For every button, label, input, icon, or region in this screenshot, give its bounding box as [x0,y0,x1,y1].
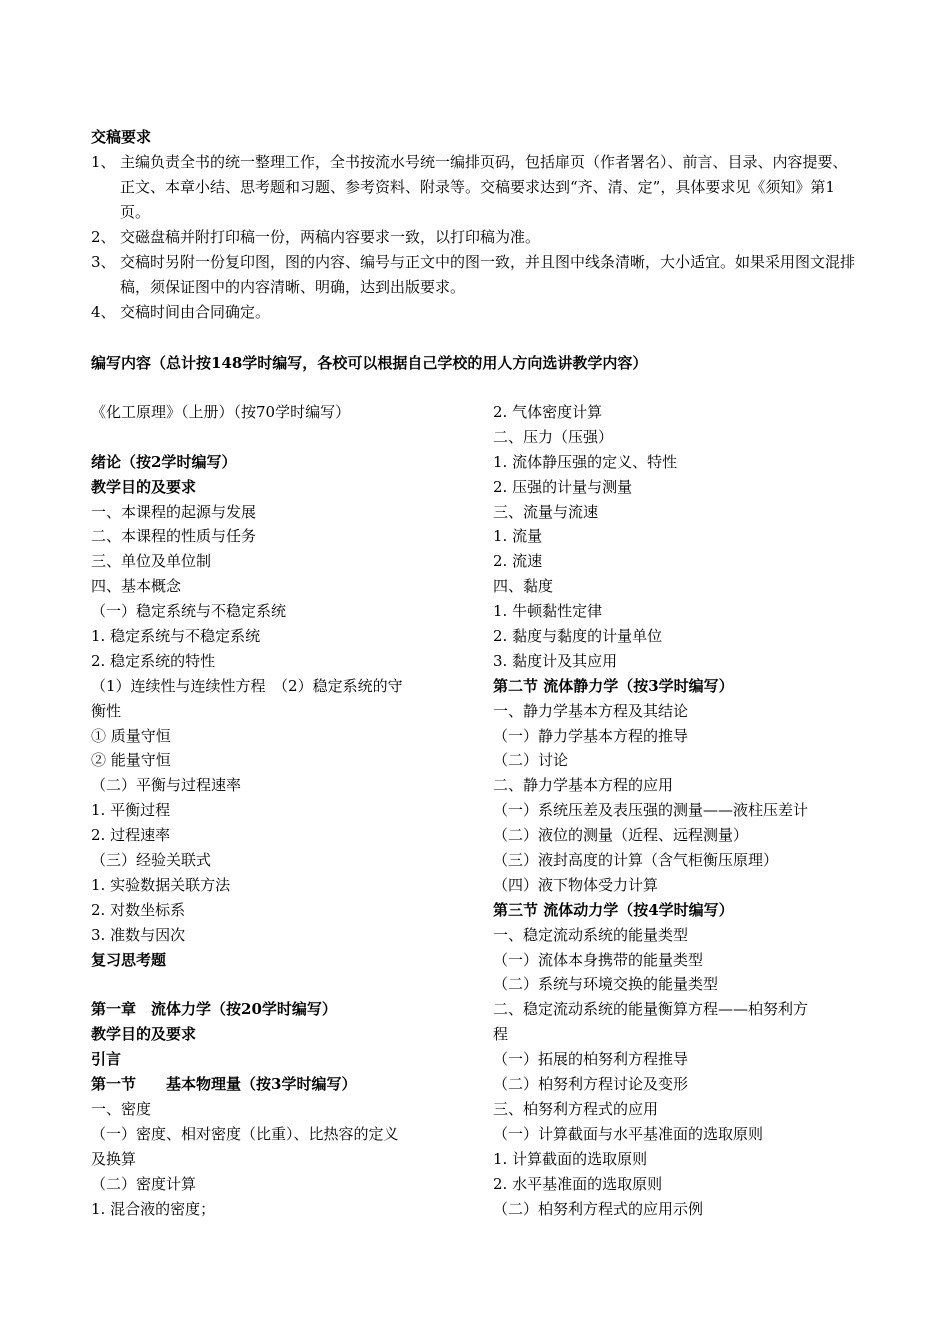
requirement-text: 交稿时间由合同确定。 [120,303,271,321]
outline-item: （三）液封高度的计算（含气柜衡压原理） [493,851,779,870]
requirement-text: 交磁盘稿并附打印稿一份，两稿内容要求一致，以打印稿为准。 [120,228,541,246]
requirement-item-1 [91,150,861,224]
outline-item: （一）流体本身携带的能量类型 [493,950,704,969]
outline-item: 一、静力学基本方程及其结论 [493,701,689,720]
section-heading: 第一章 流体力学（按20学时编写） [91,1000,337,1019]
outline-item [91,425,471,450]
outline-item: （二）平衡与过程速率 [91,776,242,795]
outline-item: 及换算 [91,1149,137,1168]
outline-item: 1. 平衡过程 [91,801,171,820]
outline-item: （二）柏努利方程式的应用示例 [493,1199,704,1218]
outline-item: 《化工原理》（上册）（按70学时编写） [91,403,351,421]
outline-item: （二）讨论 [493,751,569,770]
outline-item: 2. 流速 [493,552,543,571]
requirement-index: 4、 [91,303,116,321]
outline-item: （四）液下物体受力计算 [493,875,659,894]
outline-item: 1. 实验数据关联方法 [91,875,231,894]
outline-item: （一）拓展的柏努利方程推导 [493,1050,689,1069]
outline-item: （1）连续性与连续性方程 （2）稳定系统的守 [91,676,403,695]
outline-item: 2. 压强的计量与测量 [493,477,633,496]
requirement-text: 交稿时另附一份复印图，图的内容、编号与正文中的图一致，并且图中线条清晰，大小适宜。如果采用图文混排稿，须保证图中的内容清晰、明确，达到出版要求。 [120,253,856,296]
outline-item: 1. 计算截面的选取原则 [493,1149,648,1168]
requirement-item-2 [91,225,861,250]
outline-item: 1. 稳定系统与不稳定系统 [91,627,261,646]
outline-item: 2. 对数坐标系 [91,900,186,919]
outline-item: 1. 混合液的密度； [91,1199,216,1218]
outline-item: 三、柏努利方程式的应用 [493,1099,659,1118]
outline-item: ① 质量守恒 [91,726,171,745]
outline-item: （一）系统压差及表压强的测量——液柱压差计 [493,801,809,820]
outline-item: 一、稳定流动系统的能量类型 [493,925,689,944]
requirement-item-4 [91,300,861,325]
outline-item: 三、单位及单位制 [91,552,212,571]
outline-item: 2. 黏度与黏度的计量单位 [493,627,663,646]
outline-item: 1. 牛顿黏性定律 [493,602,603,621]
outline-item: 2. 过程速率 [91,826,171,845]
outline-item [91,972,471,997]
outline-item: 2. 水平基准面的选取原则 [493,1174,663,1193]
outline-item: 2. 稳定系统的特性 [91,651,216,670]
outline-item: （一）稳定系统与不稳定系统 [91,602,287,621]
section-heading: 绪论（按2学时编写） [91,452,237,471]
outline-item: ② 能量守恒 [91,751,171,770]
section-heading: 引言 [91,1050,122,1069]
outline-item: 二、本课程的性质与任务 [91,527,257,546]
outline-item: 四、基本概念 [91,577,182,596]
section-heading: 第一节 基本物理量（按3学时编写） [91,1075,357,1094]
requirement-text: 主编负责全书的统一整理工作，全书按流水号统一编排页码，包括扉页（作者署名）、前言、目录、内容提要、正文、本章小结、思考题和习题、参考资料、附录等。交稿要求达到“齐、清、定”，具体要求见《须知》第1页。 [120,153,848,221]
outline-item: （二）柏努利方程讨论及变形 [493,1075,689,1094]
outline-item: 一、密度 [91,1099,152,1118]
outline-item: 四、黏度 [493,577,554,596]
right-column [493,400,873,1221]
outline-item: （二）密度计算 [91,1174,197,1193]
outline-item: 二、静力学基本方程的应用 [493,776,674,795]
requirement-item-3 [91,250,861,300]
outline-item: （二）系统与环境交换的能量类型 [493,975,719,994]
left-column [91,400,471,1221]
outline-item: 一、本课程的起源与发展 [91,502,257,521]
outline-item: （一）计算截面与水平基准面的选取原则 [493,1124,764,1143]
section-heading: 复习思考题 [91,950,167,969]
outline-item: （一）密度、相对密度（比重）、比热容的定义 [91,1124,399,1143]
outline-item: 1. 流体静压强的定义、特性 [493,452,678,471]
outline-item: 三、流量与流速 [493,502,599,521]
outline-item: 1. 流量 [493,527,543,546]
outline-item: 3. 准数与因次 [91,925,186,944]
outline-item: 二、压力（压强） [493,427,614,446]
requirement-index: 1、 [91,153,116,171]
section-heading: 教学目的及要求 [91,1025,197,1044]
section-heading: 第二节 流体静力学（按3学时编写） [493,676,734,695]
outline-item: 程 [493,1025,509,1044]
section-heading: 教学目的及要求 [91,477,197,496]
outline-item: 3. 黏度计及其应用 [493,651,618,670]
section-heading: 第三节 流体动力学（按4学时编写） [493,900,734,919]
outline-item: 衡性 [91,701,122,720]
outline-item: 2. 气体密度计算 [493,403,603,421]
requirements-heading: 交稿要求 [91,128,152,146]
requirement-index: 3、 [91,253,116,271]
outline-item: 二、稳定流动系统的能量衡算方程——柏努利方 [493,1000,809,1019]
outline-item: （二）液位的测量（近程、远程测量） [493,826,749,845]
outline-item: （三）经验关联式 [91,851,212,870]
outline-item: （一）静力学基本方程的推导 [493,726,689,745]
requirement-index: 2、 [91,228,116,246]
content-heading: 编写内容（总计按148学时编写，各校可以根据自己学校的用人方向选讲教学内容） [91,354,648,372]
